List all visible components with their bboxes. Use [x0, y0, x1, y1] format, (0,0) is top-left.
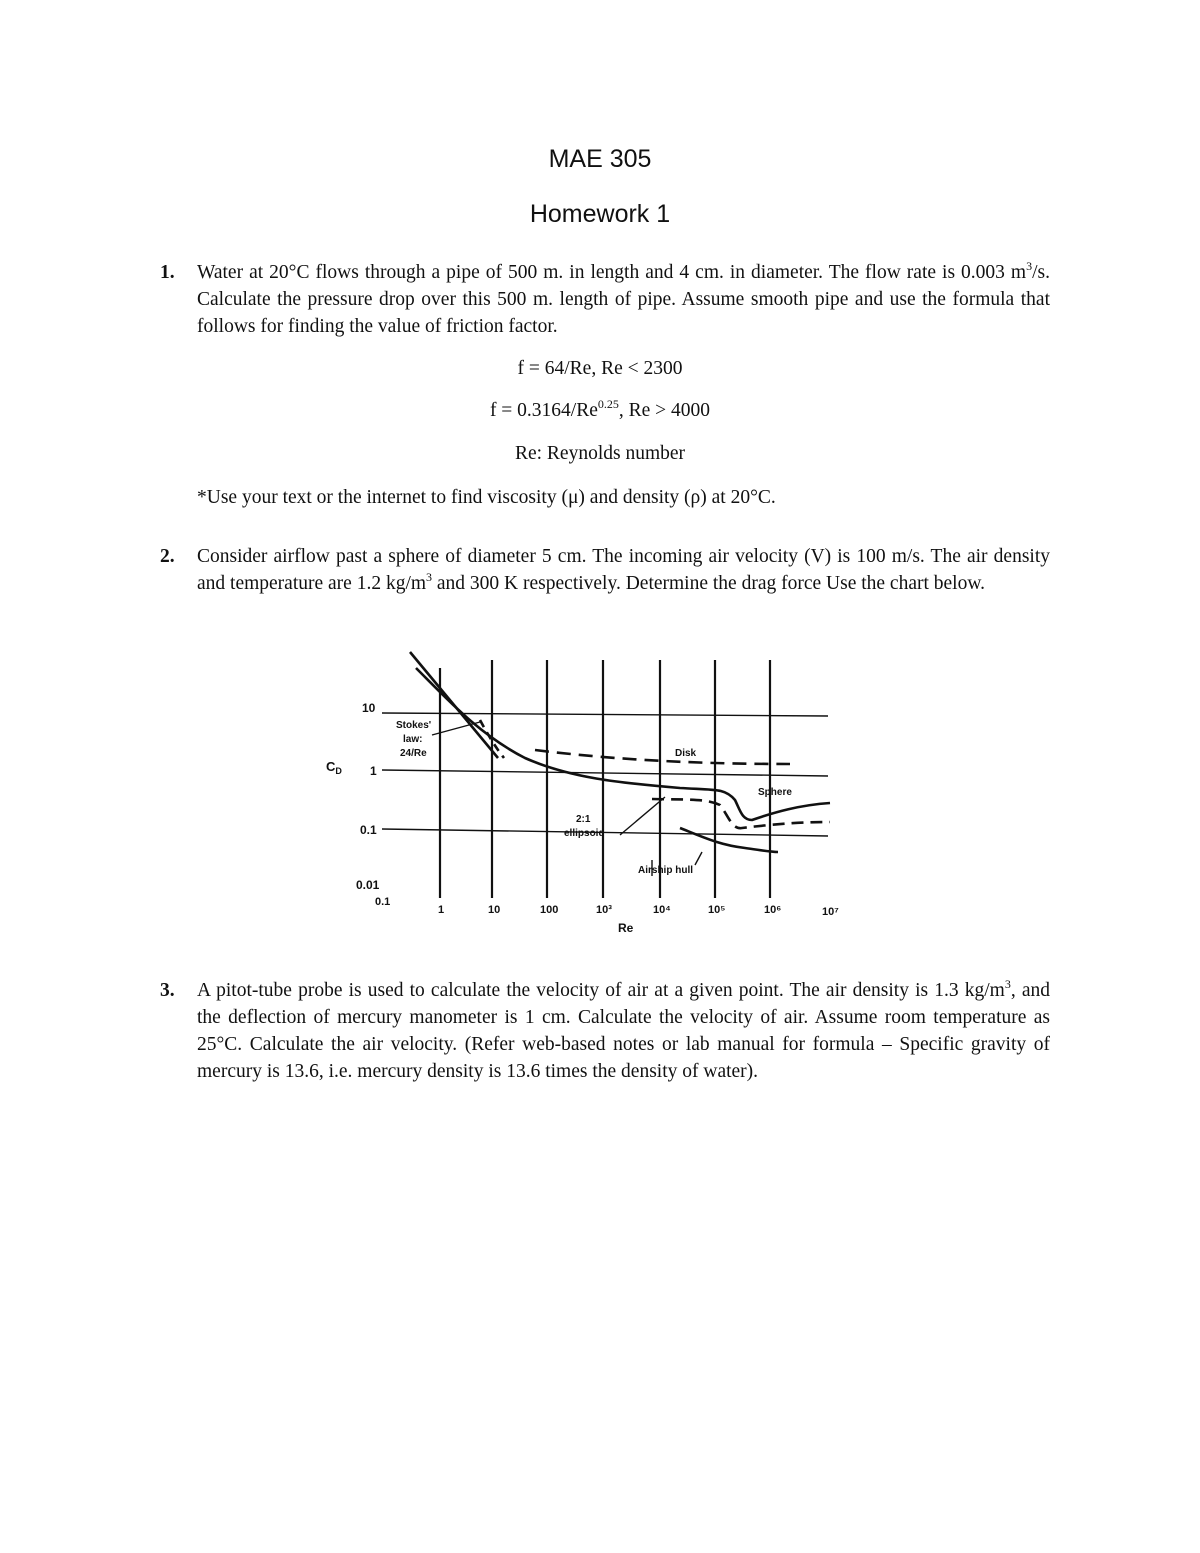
cd-label: $C_D$	[326, 759, 342, 776]
disk-curve	[535, 750, 790, 764]
xtick-1e7: 10⁷	[822, 906, 839, 918]
stokes-label-1: Stokes'	[396, 720, 432, 731]
ytick-10: 10	[362, 701, 376, 715]
airship-label: Airship hull	[638, 865, 693, 876]
gridline-0.1	[382, 829, 828, 836]
xtick-0.1: 0.1	[375, 896, 391, 908]
question-1-text: Water at 20°C flows through a pipe of 500 m. in length and 4 cm. in diameter. The flow rate is 0.003 $m^3/s$. Calculate the pressure drop over this 500 m. length of pipe. Assume smooth pipe and use the formula that follows for finding the value of friction factor.	[197, 258, 1050, 337]
xtick-1: 1	[438, 904, 445, 916]
sphere-label: Sphere	[758, 787, 792, 798]
airship-pointer-2	[695, 852, 702, 865]
re-axis-label: Re	[618, 921, 634, 935]
xtick-1e5: 10⁵	[708, 904, 726, 916]
formula-laminar: f = 64/Re, Re < 2300	[517, 358, 683, 379]
xtick-100: 100	[540, 904, 559, 916]
ytick-0.01: 0.01	[356, 878, 380, 892]
document-subtitle: Homework 1	[529, 200, 671, 228]
xtick-1e4: 10⁴	[653, 904, 671, 916]
question-3-text: A pitot-tube probe is used to calculate the velocity of air at a given point. The air density is 1.3 $kg/m^3$, and the deflection of mercury manometer is 1 cm. Calculate the velocity of air. Assume room temperature as 25°C. Calculate the air velocity. (Refer web-based notes or lab manual for formula – Specific gravity of mercury is 13.6, i.e. mercury density is 13.6 times the density of water).	[197, 976, 1050, 1082]
document-title: MAE 305	[548, 145, 652, 173]
formula-definition: Re: Reynolds number	[514, 443, 686, 464]
ytick-1: 1	[370, 764, 377, 778]
ellipsoid-label-1: 2:1	[576, 814, 591, 825]
xtick-10: 10	[488, 904, 501, 916]
stokes-label-3: 24/Re	[400, 748, 427, 759]
question-1-number: 1.	[160, 262, 175, 283]
ellipsoid-label-2: ellipsoid	[564, 828, 605, 839]
gridline-10	[382, 713, 828, 716]
gridline-1	[382, 770, 828, 776]
question-2-number: 2.	[160, 546, 175, 567]
question-1-note: *Use your text or the internet to find viscosity (μ) and density (ρ) at 20°C.	[197, 487, 776, 508]
ytick-0.1: 0.1	[360, 823, 377, 837]
disk-label: Disk	[675, 748, 697, 759]
airship-hull-curve	[680, 828, 778, 852]
drag-coefficient-chart	[320, 640, 860, 940]
stokes-label-2: law:	[403, 734, 423, 745]
formula-turbulent: $f = 0.3164/Re^{0.25}$, Re > 4000	[489, 396, 711, 421]
question-3-number: 3.	[160, 980, 175, 1001]
question-2-text: Consider airflow past a sphere of diameter 5 cm. The incoming air velocity (V) is 100 m/s. The air density and temperature are 1.2 $kg/m^3$ and 300 K respectively. Determine the drag force Use the chart below.	[197, 546, 1050, 594]
xtick-1e6: 10⁶	[764, 904, 782, 916]
ellipsoid-pointer	[620, 797, 665, 835]
xtick-1e3: 10³	[596, 904, 612, 916]
